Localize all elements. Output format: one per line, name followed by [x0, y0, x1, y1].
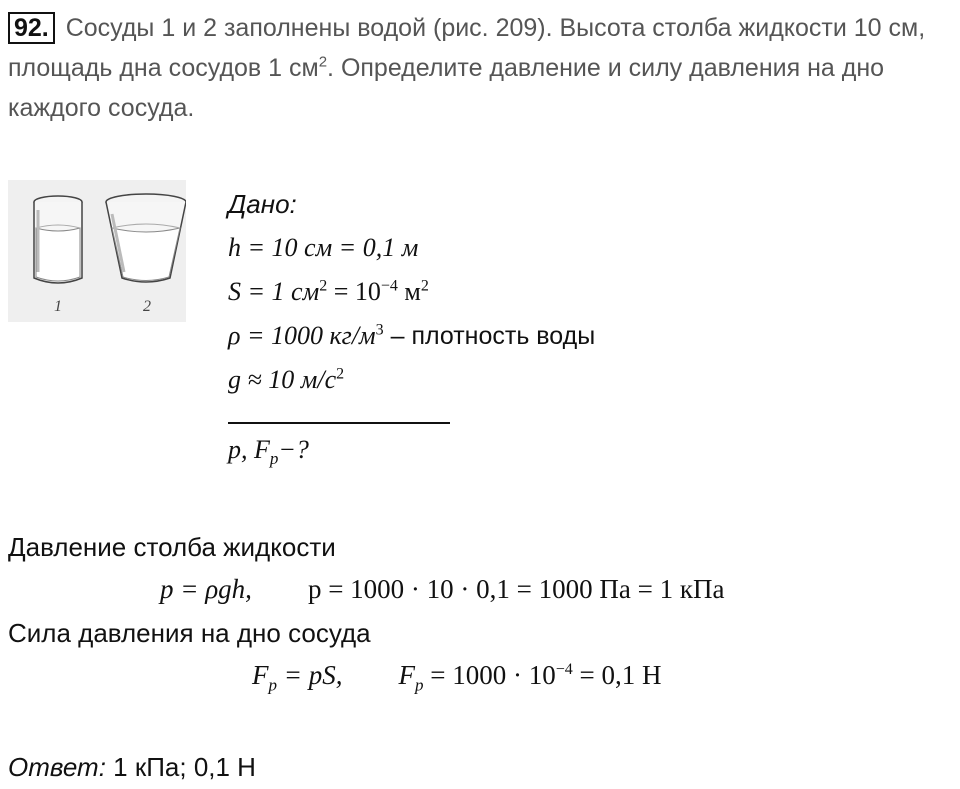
given-s-post: м: [397, 277, 421, 306]
force-equation: [252, 660, 662, 695]
vessel-2-glass: [106, 194, 186, 282]
given-rho-sup: 3: [375, 321, 384, 339]
vessel-1-cylinder: [34, 196, 82, 283]
pressure-heading: Давление столба жидкости: [8, 532, 336, 562]
figure-label-1: 1: [54, 298, 62, 315]
force-f: F: [252, 660, 269, 690]
force-calc-sup: −4: [555, 661, 573, 678]
figure-label-2: 2: [143, 298, 151, 315]
given-s-sup2: −4: [380, 277, 398, 295]
given-rho-note: – плотность воды: [383, 322, 596, 350]
problem-text-2: . Определите давление и силу давления на дно каждого сосуда.: [8, 54, 885, 122]
given-s: [228, 270, 595, 314]
given-s-mid: = 10: [327, 277, 381, 306]
given-find: [228, 428, 595, 472]
force-calc-sub: p: [414, 675, 424, 695]
force-calc-post: = 0,1 Н: [572, 660, 662, 690]
given-g-pre: g ≈ 10 м/с: [228, 365, 337, 394]
pressure-formula: p = ρgh,: [160, 574, 252, 604]
given-divider: [228, 422, 450, 424]
given-s-sup1: 2: [319, 277, 328, 295]
problem-text-sup: 2: [318, 53, 328, 71]
given-find-post: −?: [278, 435, 309, 464]
given-s-sup3: 2: [420, 277, 429, 295]
pressure-calc: p = 1000 · 10 · 0,1 = 1000 Па = 1 кПа: [307, 574, 725, 604]
given-g: [228, 358, 595, 402]
answer-line: [8, 752, 256, 783]
problem-text-1: Сосуды 1 и 2 заполнены водой (рис. 209). Высота столба жидкости 10 см, площадь дна сосудов 1 см: [8, 14, 926, 82]
given-h: h = 10 см = 0,1 м: [228, 233, 419, 262]
given-s-pre: S = 1 см: [228, 277, 320, 306]
problem-number: 92.: [8, 12, 55, 44]
problem-statement: [8, 8, 954, 128]
given-find-sub: p: [269, 449, 279, 469]
force-formula: = pS,: [277, 660, 343, 690]
force-sub: p: [268, 675, 277, 695]
force-calc-pre: = 1000 · 10: [423, 660, 556, 690]
given-block: [228, 182, 595, 472]
given-rho: [228, 314, 595, 358]
answer-label: Ответ:: [8, 752, 106, 782]
vessels-illustration: [8, 180, 186, 322]
force-calc-f: F: [398, 660, 415, 690]
given-title: Дано:: [228, 189, 297, 219]
pressure-equation: [160, 574, 724, 605]
force-heading: Сила давления на дно сосуда: [8, 618, 371, 648]
given-g-sup: 2: [336, 365, 345, 383]
answer-value: 1 кПа; 0,1 Н: [105, 752, 256, 782]
vessels-figure: [8, 180, 186, 322]
given-rho-pre: ρ = 1000 кг/м: [228, 321, 376, 350]
given-find-pre: p, F: [228, 435, 270, 464]
